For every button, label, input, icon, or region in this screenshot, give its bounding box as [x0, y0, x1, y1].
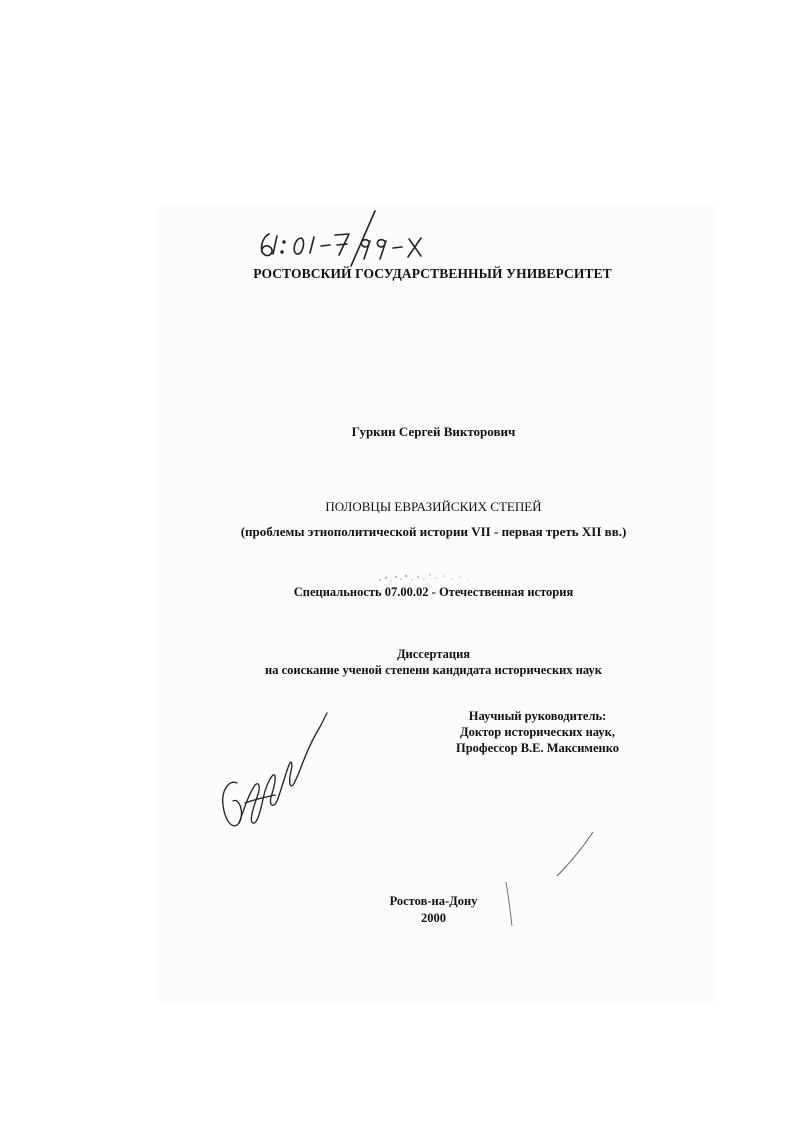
dissertation-title: ПОЛОВЦЫ ЕВРАЗИЙСКИХ СТЕПЕЙ: [325, 499, 542, 514]
author-name: Гуркин Сергей Викторович: [351, 424, 516, 439]
dissertation-description: на соискание ученой степени кандидата исторических наук: [265, 663, 602, 677]
handwritten-archive-code: [255, 208, 475, 268]
university-name: РОСТОВСКИЙ ГОСУДАРСТВЕННЫЙ УНИВЕРСИТЕТ: [253, 266, 612, 281]
publication-year: 2000: [421, 911, 446, 925]
specialty-line: Специальность 07.00.02 - Отечественная история: [293, 585, 574, 599]
handwritten-signature: [215, 705, 335, 840]
advisor-degree: Доктор исторических наук,: [460, 725, 615, 739]
dissertation-subtitle: (проблемы этнополитической истории VII - первая треть XII вв.): [240, 524, 627, 539]
publication-city: Ростов-на-Дону: [389, 894, 478, 908]
advisor-block: [456, 708, 619, 756]
dissertation-heading: Диссертация: [396, 647, 471, 661]
advisor-name: Профессор В.Е. Максименко: [456, 741, 619, 755]
advisor-role: Научный руководитель:: [468, 709, 607, 723]
stray-pen-mark: [555, 830, 595, 880]
scanned-page-area: [158, 205, 718, 1005]
